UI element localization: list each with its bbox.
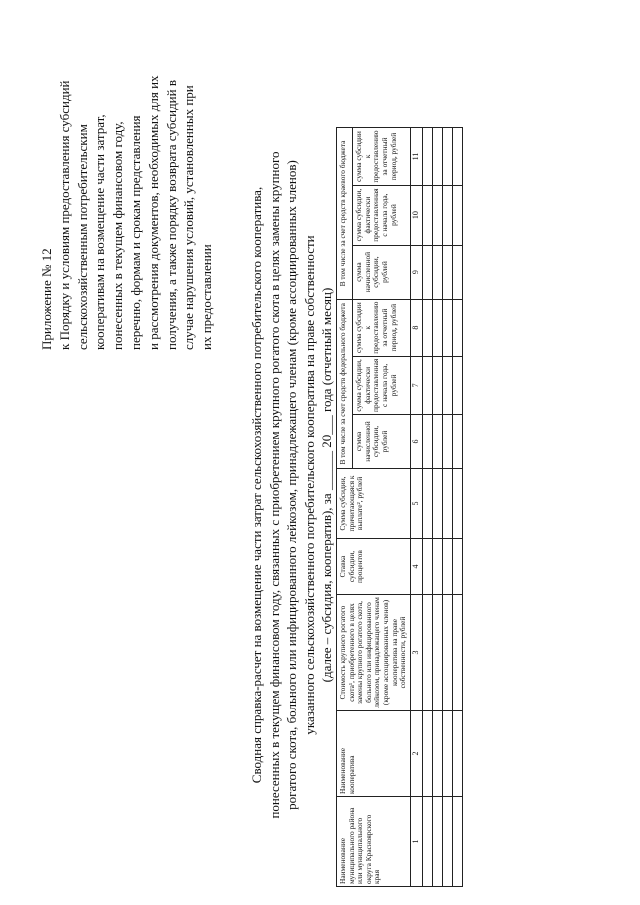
header-row-1	[337, 128, 353, 887]
empty-cell[interactable]	[442, 797, 452, 887]
empty-cell[interactable]	[432, 356, 442, 414]
col-rate-header: Ставка субсидии, процентов	[337, 539, 411, 595]
col-cooperative-header: Наименование кооператива	[337, 711, 411, 797]
empty-cell[interactable]	[432, 539, 442, 595]
empty-cell[interactable]	[442, 469, 452, 539]
empty-cell[interactable]	[442, 128, 452, 185]
appendix-line: кооперативам на возмещение части затрат,	[92, 114, 108, 350]
empty-cell[interactable]	[442, 185, 452, 245]
empty-cell[interactable]	[422, 539, 432, 595]
federal-budget-header: В том числе за счет средств федерального бюджета	[337, 299, 353, 468]
col-fed-provided-header: сумма субсидии, фактически предоставленная с начала года, рублей	[353, 356, 410, 414]
column-number: 9	[410, 245, 422, 299]
empty-cell[interactable]	[442, 711, 452, 797]
empty-cell[interactable]	[432, 797, 442, 887]
title-line: (далее – субсидия, кооператив), за ______ 20___ года (отчетный месяц)	[319, 287, 334, 683]
col-municipality-header: Наименование муниципального района или муниципального округа Красноярского края	[337, 797, 411, 887]
empty-cell[interactable]	[432, 711, 442, 797]
empty-cell[interactable]	[422, 711, 432, 797]
appendix-line: и рассмотрения документов, необходимых для их	[145, 75, 161, 350]
empty-cell[interactable]	[452, 245, 462, 299]
empty-cell[interactable]	[432, 128, 442, 185]
column-number: 8	[410, 299, 422, 356]
appendix-block	[38, 30, 216, 350]
column-number: 3	[410, 595, 422, 711]
empty-cell[interactable]	[452, 595, 462, 711]
empty-cell[interactable]	[432, 299, 442, 356]
empty-cell[interactable]	[432, 185, 442, 245]
empty-cell[interactable]	[432, 245, 442, 299]
empty-cell[interactable]	[452, 415, 462, 469]
empty-cell[interactable]	[422, 128, 432, 185]
empty-cell[interactable]	[442, 595, 452, 711]
column-number: 2	[410, 711, 422, 797]
title-line: Сводная справка-расчет на возмещение части затрат сельскохозяйственного потребительского кооператива,	[249, 186, 264, 784]
column-number: 10	[410, 185, 422, 245]
empty-cell[interactable]	[422, 469, 432, 539]
empty-cell[interactable]	[452, 469, 462, 539]
empty-cell[interactable]	[432, 469, 442, 539]
empty-cell[interactable]	[452, 539, 462, 595]
title-line: указанного сельскохозяйственного потребительского кооператива на праве собственности	[301, 235, 317, 735]
appendix-line: Приложение № 12	[39, 248, 54, 350]
appendix-line: их предоставлении	[199, 244, 215, 350]
empty-cell[interactable]	[422, 356, 432, 414]
empty-cell[interactable]	[422, 797, 432, 887]
empty-cell[interactable]	[422, 595, 432, 711]
column-number: 1	[410, 797, 422, 887]
col-fed-accrued-header: сумма начисленной субсидии, рублей	[353, 415, 410, 469]
title-line: рогатого скота, больного или инфицированного лейкозом, принадлежащего членам (кроме ассоциированных членов)	[284, 160, 299, 810]
empty-cell[interactable]	[422, 185, 432, 245]
appendix-line: перечню, формам и срокам представления	[127, 115, 143, 350]
empty-row	[422, 128, 432, 887]
col-fed-to-provide-header: сумма субсидии к предоставлению за отчетный период, рублей	[353, 299, 410, 356]
empty-cell[interactable]	[442, 539, 452, 595]
col-reg-accrued-header: сумма начисленной субсидии, рублей	[353, 245, 410, 299]
empty-row	[442, 128, 452, 887]
column-number-row	[410, 128, 422, 887]
regional-budget-header: В том числе за счет средств краевого бюджета	[337, 128, 353, 299]
empty-cell[interactable]	[452, 128, 462, 185]
empty-cell[interactable]	[422, 245, 432, 299]
empty-cell[interactable]	[452, 797, 462, 887]
column-number: 4	[410, 539, 422, 595]
appendix-line: сельскохозяйственным потребительским	[74, 124, 90, 350]
title-line: понесенных в текущем финансовом году, связанных с приобретением крупного рогатого скота в целях замены крупного	[266, 151, 282, 819]
col-reg-provided-header: сумма субсидии, фактически предоставленная с начала года, рублей	[353, 185, 410, 245]
empty-cell[interactable]	[442, 356, 452, 414]
appendix-line: к Порядку и условиям предоставления субсидий	[56, 80, 72, 350]
document-title	[248, 125, 336, 845]
column-number: 5	[410, 469, 422, 539]
col-cattle-cost-header: Стоимость крупного рогатого скота¹, приобретенного в целях замены крупного рогатого скота, больного или инфицированного лейкозом, принадлежащего членам (кроме ассоциированных членов) кооператива на праве собственности, рублей	[337, 595, 411, 711]
appendix-line: получения, а также порядку возврата субсидий в	[163, 80, 179, 350]
appendix-line: случае нарушения условий, установленных при	[181, 85, 197, 350]
empty-cell[interactable]	[452, 185, 462, 245]
empty-cell[interactable]	[442, 245, 452, 299]
empty-row	[452, 128, 462, 887]
column-number: 7	[410, 356, 422, 414]
empty-cell[interactable]	[432, 595, 442, 711]
empty-cell[interactable]	[442, 299, 452, 356]
empty-cell[interactable]	[422, 415, 432, 469]
empty-cell[interactable]	[452, 299, 462, 356]
col-reg-to-provide-header: сумма субсидии к предоставлению за отчетный период, рублей	[353, 128, 410, 185]
col-subsidy-due-header: Сумма субсидии, причитающаяся к выплате², рублей	[337, 469, 411, 539]
empty-cell[interactable]	[452, 711, 462, 797]
column-number: 6	[410, 415, 422, 469]
empty-cell[interactable]	[432, 415, 442, 469]
appendix-line: понесенных в текущем финансовом году,	[110, 121, 126, 350]
subsidy-table	[336, 127, 463, 887]
empty-cell[interactable]	[442, 415, 452, 469]
empty-cell[interactable]	[422, 299, 432, 356]
empty-cell[interactable]	[452, 356, 462, 414]
column-number: 11	[410, 128, 422, 185]
empty-row	[432, 128, 442, 887]
